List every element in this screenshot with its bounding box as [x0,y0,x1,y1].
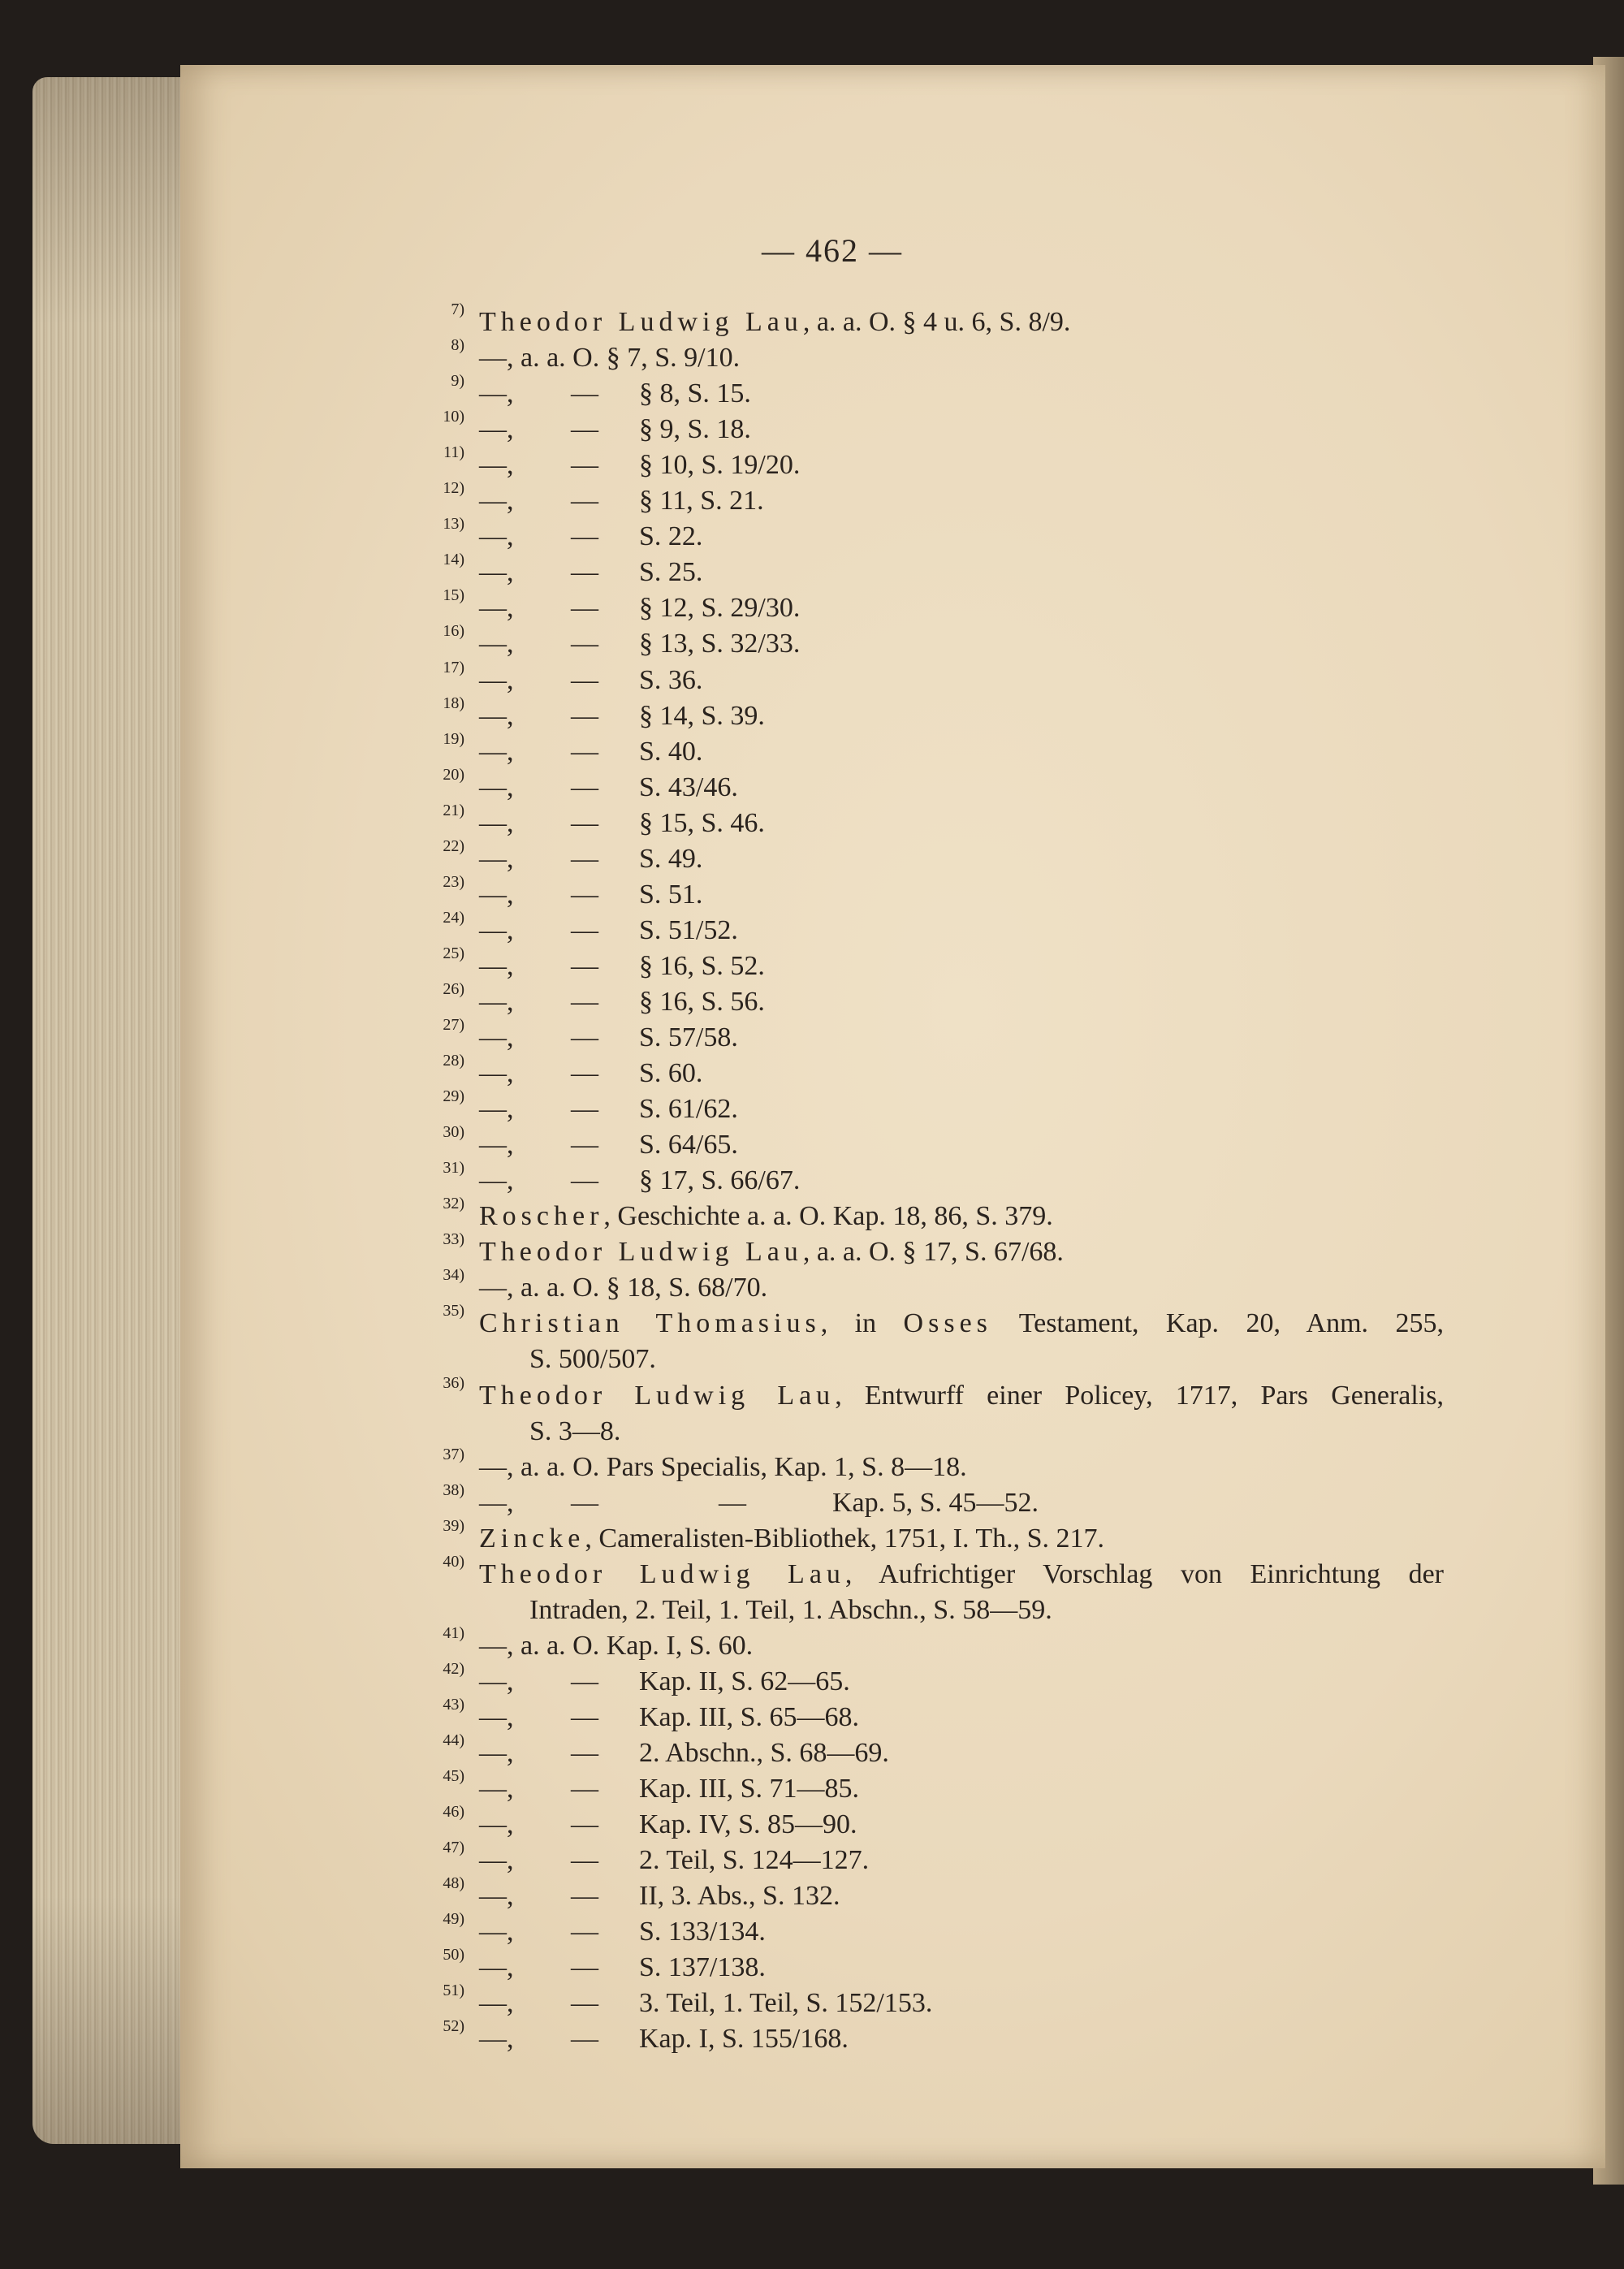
footnote-continuation [0,1413,1624,1450]
footnote-reference: § 15, S. 46. [639,808,765,838]
footnote [0,586,1624,627]
ditto-author: —, [479,880,514,910]
footnote [0,802,1624,842]
footnote [0,408,1624,448]
footnote-text [479,1377,1444,1415]
ditto-author: —, [479,593,514,623]
footnote-number: 11) [443,443,464,461]
footnote-reference: 3. Teil, 1. Teil, S. 152/153. [639,1988,933,2018]
footnote-number: 37) [443,1446,464,1463]
footnote [0,1087,1624,1128]
footnote-reference: S. 57/58. [639,1022,738,1052]
footnote-author: Theodor Ludwig Lau [479,1381,836,1411]
footnote-continuation-text: S. 500/507. [529,1344,656,1374]
ditto-author: —, [479,521,514,551]
footnote-reference: S. 51. [639,880,703,910]
ditto-author: —, [479,844,514,874]
ditto-author: —, [479,378,514,408]
footnote [0,659,1624,699]
footnote [0,300,1624,341]
ditto-work: — [571,1022,598,1052]
footnote-number: 31) [443,1159,464,1177]
footnote-number: 22) [443,837,464,855]
footnote [0,730,1624,771]
footnote-reference: Kap. 5, S. 45—52. [832,1488,1039,1518]
footnote-citation: Testament, Kap. 20, Anm. 255, [991,1308,1444,1338]
footnote-continuation [0,1341,1624,1378]
footnote-number: 48) [443,1874,464,1892]
footnote [0,1195,1624,1235]
footnote-number: 8) [451,336,464,354]
footnote-reference: 2. Abschn., S. 68—69. [639,1738,889,1768]
ditto-author: —, [479,450,514,480]
footnote-continuation-text: S. 3—8. [529,1416,621,1446]
ditto-author: —, [479,772,514,802]
footnote-number: 19) [443,730,464,748]
footnote-number: 20) [443,766,464,784]
footnote-text [479,1520,1104,1558]
footnote-citation: , Aufrichtiger Vorschlag von Einrichtung der [844,1559,1445,1589]
ditto-author: —, [479,1130,514,1160]
footnote [0,980,1624,1021]
ditto-work: — [571,593,598,623]
footnote-reference: § 16, S. 56. [639,987,765,1017]
ditto-author: —, [479,1988,514,2018]
footnote-text [479,1305,1444,1342]
footnote-citation: —, a. a. O. Pars Specialis, Kap. 1, S. 8—18. [479,1452,967,1482]
ditto-author: —, [479,1952,514,1982]
footnote-number: 13) [443,515,464,533]
footnote [0,1266,1624,1307]
ditto-work: — [571,1988,598,2018]
ditto-author: —, [479,1058,514,1088]
footnote-author: Theodor Ludwig Lau [479,1237,803,1267]
footnote-author: Roscher [479,1201,604,1231]
footnote-text [479,304,1070,341]
footnote-number: 47) [443,1839,464,1856]
footnote-number: 41) [443,1624,464,1642]
ditto-work: — [571,1952,598,1982]
footnote-number: 51) [443,1982,464,1999]
ditto-author: —, [479,737,514,767]
footnote-number: 40) [443,1553,464,1571]
footnote [0,1016,1624,1057]
footnote-reference: II, 3. Abs., S. 132. [639,1881,840,1911]
footnote-author: Christian Thomasius [479,1308,821,1338]
footnote-number: 43) [443,1696,464,1714]
ditto-work: — [571,629,598,659]
footnote-author: Theodor Ludwig Lau [479,1559,845,1589]
footnote-number: 49) [443,1910,464,1928]
footnote-number: 42) [443,1660,464,1678]
footnote-reference: § 16, S. 52. [639,951,765,981]
ditto-author: —, [479,629,514,659]
ditto-author: —, [479,1094,514,1124]
footnote-citation: , Entwurff einer Policey, 1717, Pars Generalis, [835,1381,1444,1411]
footnote-citation: —, a. a. O. § 18, S. 68/70. [479,1273,768,1303]
footnote-reference: Kap. III, S. 71—85. [639,1774,860,1804]
footnote-citation: , a. a. O. § 4 u. 6, S. 8/9. [802,307,1071,337]
ditto-work: — [571,1130,598,1160]
footnote-number: 34) [443,1266,464,1284]
footnote [0,1839,1624,1879]
footnote-number: 32) [443,1195,464,1212]
ditto-work: — [571,808,598,838]
footnote-reference: S. 51/52. [639,915,738,945]
footnote-text [479,1198,1053,1235]
footnote [0,694,1624,735]
footnote-citation: , Geschichte a. a. O. Kap. 18, 86, S. 379. [603,1201,1053,1231]
footnote-number: 39) [443,1517,464,1535]
footnote-number: 44) [443,1731,464,1749]
footnote-number: 35) [443,1302,464,1320]
page-number: — 462 — [762,232,903,269]
ditto-work: — [571,450,598,480]
ditto-author: —, [479,2024,514,2054]
footnote [0,837,1624,878]
footnote [0,1910,1624,1951]
footnote-citation: , in [820,1308,904,1338]
footnote [0,1159,1624,1199]
footnote [0,1624,1624,1665]
footnote-number: 7) [451,300,464,318]
footnote-number: 50) [443,1946,464,1964]
ditto-work: — [571,1666,598,1696]
footnote-number: 23) [443,873,464,891]
footnote-number: 21) [443,802,464,819]
ditto-work: — [571,665,598,695]
ditto-author: —, [479,1881,514,1911]
ditto-work: — [571,844,598,874]
ditto-author: —, [479,1165,514,1195]
footnote-citation: —, a. a. O. Kap. I, S. 60. [479,1631,754,1661]
ditto-work: — [571,1774,598,1804]
footnote-number: 26) [443,980,464,998]
footnote-reference: S. 64/65. [639,1130,738,1160]
footnote [0,336,1624,377]
footnote [0,909,1624,949]
ditto-author: —, [479,987,514,1017]
footnote-reference: S. 25. [639,557,703,587]
footnote [0,1982,1624,2022]
ditto-author: —, [479,1702,514,1732]
footnote [0,944,1624,985]
footnote-number: 45) [443,1767,464,1785]
footnote [0,1946,1624,1986]
ditto-author: —, [479,1809,514,1839]
ditto-author: —, [479,1022,514,1052]
footnote-text [479,1556,1444,1593]
ditto-work: — [571,1738,598,1768]
footnote-number: 16) [443,622,464,640]
ditto-author: —, [479,414,514,444]
ditto-work: — [571,486,598,516]
footnote-number: 17) [443,659,464,676]
footnote-reference: Kap. III, S. 65—68. [639,1702,860,1732]
ditto-work: — [571,1488,598,1518]
ditto-author: —, [479,1845,514,1875]
ditto-work: — [571,1917,598,1947]
ditto-work: — [571,1702,598,1732]
footnote-text [479,1269,767,1307]
ditto-work: — [571,701,598,731]
footnote-number: 27) [443,1016,464,1034]
footnote [0,443,1624,484]
ditto-work: — [571,880,598,910]
footnote-text [479,1627,753,1665]
footnote [0,1696,1624,1736]
footnote-reference: Kap. II, S. 62—65. [639,1666,850,1696]
footnote-reference: Kap. IV, S. 85—90. [639,1809,857,1839]
footnote [0,1302,1624,1342]
footnote [0,873,1624,914]
footnote-reference: S. 36. [639,665,703,695]
footnote-number: 52) [443,2017,464,2035]
footnote-number: 38) [443,1481,464,1499]
footnote [0,1660,1624,1701]
footnote-reference: S. 137/138. [639,1952,766,1982]
footnote-number: 36) [443,1374,464,1392]
ditto-work: — [571,378,598,408]
footnote [0,622,1624,663]
footnote [0,1874,1624,1915]
footnote-number: 25) [443,944,464,962]
footnote-number: 10) [443,408,464,426]
footnote-number: 29) [443,1087,464,1105]
footnote-reference: § 8, S. 15. [639,378,751,408]
ditto-work: — [571,951,598,981]
footnote-reference: S. 40. [639,737,703,767]
footnote [0,766,1624,806]
ditto-work: — [571,521,598,551]
ditto-author: —, [479,1488,514,1518]
footnote-citation: —, a. a. O. § 7, S. 9/10. [479,343,741,373]
footnote [0,1481,1624,1522]
footnote-reference: S. 22. [639,521,703,551]
footnote [0,1446,1624,1486]
footnote-number: 9) [451,372,464,390]
ditto-work: — [571,557,598,587]
ditto-author: —, [479,1774,514,1804]
ditto-work: — [571,1058,598,1088]
ditto-part: — [719,1488,746,1518]
footnote-reference: S. 43/46. [639,772,738,802]
ditto-work: — [571,915,598,945]
footnote-continuation-text: Intraden, 2. Teil, 1. Teil, 1. Abschn., S. 58—59. [529,1595,1052,1625]
footnote-text [479,1449,967,1486]
footnote [0,1731,1624,1772]
footnote [0,1803,1624,1843]
footnote-reference: § 11, S. 21. [639,486,764,516]
footnote [0,1517,1624,1558]
footnote-number: 18) [443,694,464,712]
ditto-author: —, [479,701,514,731]
footnote [0,551,1624,591]
ditto-work: — [571,987,598,1017]
ditto-author: —, [479,557,514,587]
footnote-author: Osses [903,1308,992,1338]
ditto-work: — [571,1094,598,1124]
footnote-number: 24) [443,909,464,927]
ditto-author: —, [479,665,514,695]
ditto-author: —, [479,1738,514,1768]
footnote-reference: § 12, S. 29/30. [639,593,801,623]
footnote-reference: Kap. I, S. 155/168. [639,2024,849,2054]
footnote-number: 46) [443,1803,464,1821]
ditto-work: — [571,1881,598,1911]
footnote-reference: 2. Teil, S. 124—127. [639,1845,870,1875]
ditto-work: — [571,2024,598,2054]
ditto-work: — [571,1845,598,1875]
footnote-author: Zincke [479,1523,585,1554]
footnote-number: 15) [443,586,464,604]
footnote-reference: S. 60. [639,1058,703,1088]
ditto-author: —, [479,951,514,981]
footnote-reference: S. 61/62. [639,1094,738,1124]
ditto-author: —, [479,915,514,945]
ditto-work: — [571,772,598,802]
footnote [0,1230,1624,1271]
footnote [0,479,1624,520]
footnote-reference: § 13, S. 32/33. [639,629,801,659]
footnote [0,1374,1624,1415]
ditto-author: —, [479,808,514,838]
footnote-number: 30) [443,1123,464,1141]
footnote [0,1553,1624,1593]
footnote-reference: § 10, S. 19/20. [639,450,801,480]
footnote-reference: S. 49. [639,844,703,874]
footnote [0,2017,1624,2058]
ditto-author: —, [479,1917,514,1947]
footnote-reference: S. 133/134. [639,1917,766,1947]
footnote-citation: , Cameralisten-Bibliothek, 1751, I. Th., S. 217. [585,1523,1105,1554]
ditto-work: — [571,1809,598,1839]
footnote-number: 14) [443,551,464,568]
footnote-author: Theodor Ludwig Lau [479,307,803,337]
footnote-citation: , a. a. O. § 17, S. 67/68. [802,1237,1064,1267]
ditto-work: — [571,414,598,444]
ditto-work: — [571,1165,598,1195]
ditto-author: —, [479,486,514,516]
footnote [0,1123,1624,1164]
footnote [0,1767,1624,1808]
footnote-reference: § 14, S. 39. [639,701,765,731]
footnote [0,372,1624,413]
ditto-work: — [571,737,598,767]
footnote-reference: § 9, S. 18. [639,414,751,444]
footnote-text [479,339,740,377]
footnote [0,515,1624,555]
footnote-number: 33) [443,1230,464,1248]
footnote-continuation [0,1592,1624,1629]
footnote-reference: § 17, S. 66/67. [639,1165,801,1195]
footnote [0,1052,1624,1092]
footnote-text [479,1234,1064,1271]
footnote-number: 28) [443,1052,464,1070]
ditto-author: —, [479,1666,514,1696]
footnote-number: 12) [443,479,464,497]
